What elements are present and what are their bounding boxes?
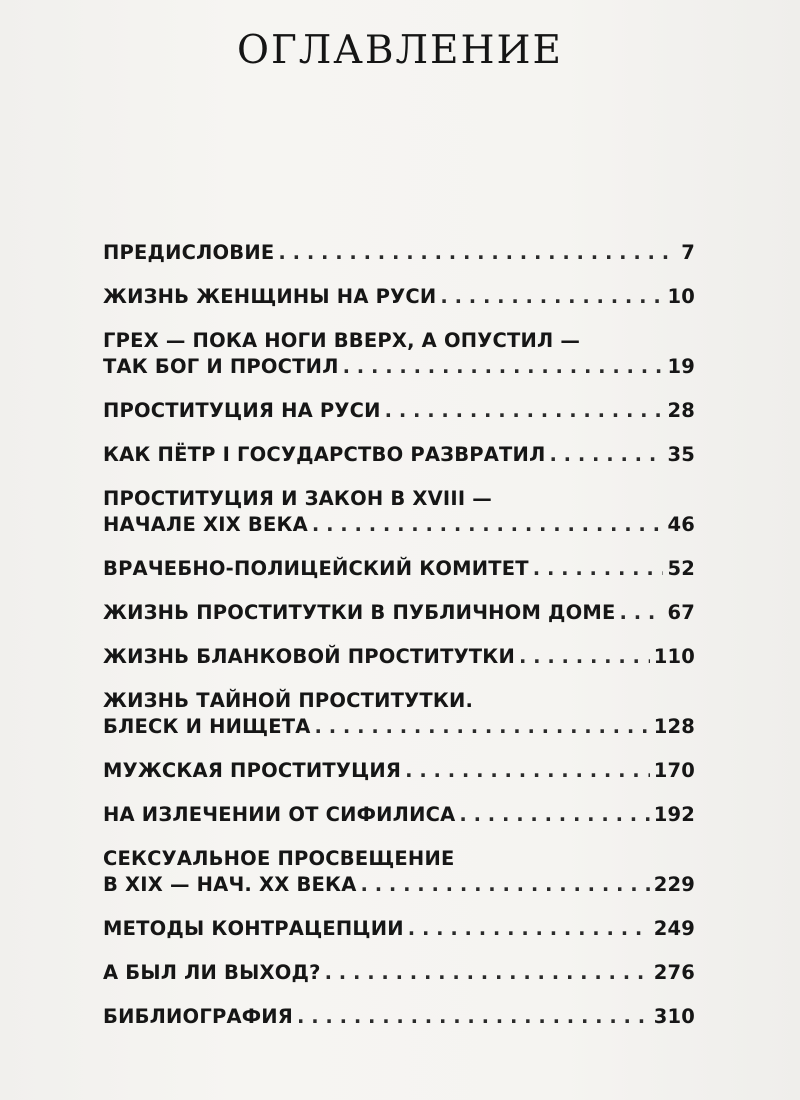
dot-leader [440, 284, 663, 310]
dot-leader [408, 916, 650, 942]
toc-entry-title-line-1: ГРЕХ — ПОКА НОГИ ВВЕРХ, А ОПУСТИЛ — [103, 329, 581, 352]
dot-leader [315, 714, 650, 740]
dot-leader [385, 398, 664, 424]
toc-entry-title-line-2: В XIX — НАЧ. XX ВЕКА [103, 873, 357, 896]
toc-page-number: 192 [653, 803, 695, 826]
toc-entry-line [103, 688, 695, 714]
toc-entry-title: МЕТОДЫ КОНТРАЦЕПЦИИ [103, 917, 404, 940]
toc-entry-line [103, 916, 695, 942]
toc-page-number: 35 [667, 443, 695, 466]
toc-entry-line [103, 960, 695, 986]
toc-entry-line [103, 872, 695, 898]
toc-entry [103, 284, 695, 310]
toc-page-number: 229 [653, 873, 695, 896]
toc-entry [103, 398, 695, 424]
toc-page-number: 170 [653, 759, 695, 782]
toc-entry-title: МУЖСКАЯ ПРОСТИТУЦИЯ [103, 759, 402, 782]
dot-leader [297, 1004, 650, 1030]
toc-entry-line [103, 556, 695, 582]
dot-leader [549, 442, 663, 468]
toc-entry [103, 802, 695, 828]
toc-entry-title: КАК ПЁТР I ГОСУДАРСТВО РАЗВРАТИЛ [103, 443, 546, 466]
toc-page-number: 249 [653, 917, 695, 940]
toc-entry-title-line-1: ПРОСТИТУЦИЯ И ЗАКОН В XVIII — [103, 487, 492, 510]
toc-entry-line [103, 714, 695, 740]
toc-page-number: 46 [667, 513, 695, 536]
toc-entry-title: ЖИЗНЬ ЖЕНЩИНЫ НА РУСИ [103, 285, 437, 308]
toc-page-number: 67 [667, 601, 695, 624]
toc-entry-title: НА ИЗЛЕЧЕНИИ ОТ СИФИЛИСА [103, 803, 456, 826]
toc-entry-line [103, 1004, 695, 1030]
toc-entry-title: ЖИЗНЬ БЛАНКОВОЙ ПРОСТИТУТКИ [103, 645, 515, 668]
toc-entry-title-line-1: ЖИЗНЬ ТАЙНОЙ ПРОСТИТУТКИ. [103, 689, 474, 712]
toc-page-number: 276 [653, 961, 695, 984]
dot-leader [278, 240, 677, 266]
toc-entry-title: ПРОСТИТУЦИЯ НА РУСИ [103, 399, 381, 422]
toc-page-number: 52 [667, 557, 695, 580]
toc-entry [103, 846, 695, 898]
toc-page-number: 310 [653, 1005, 695, 1028]
dot-leader [459, 802, 649, 828]
dot-leader [312, 512, 664, 538]
toc-page-number: 28 [667, 399, 695, 422]
toc-entry [103, 644, 695, 670]
dot-leader [519, 644, 650, 670]
dot-leader [343, 354, 664, 380]
toc-entry-title: А БЫЛ ЛИ ВЫХОД? [103, 961, 321, 984]
toc-entry-line [103, 758, 695, 784]
toc-entry-line [103, 398, 695, 424]
dot-leader [361, 872, 650, 898]
toc-entry [103, 328, 695, 380]
toc-entry [103, 442, 695, 468]
toc-entry-line [103, 846, 695, 872]
toc-entry-line [103, 644, 695, 670]
toc-entry-line [103, 284, 695, 310]
toc-entry [103, 240, 695, 266]
dot-leader [620, 600, 664, 626]
toc-entry-line [103, 802, 695, 828]
toc-entry-title-line-2: БЛЕСК И НИЩЕТА [103, 715, 311, 738]
toc-entry-title-line-1: СЕКСУАЛЬНОЕ ПРОСВЕЩЕНИЕ [103, 847, 455, 870]
toc-entry-title: БИБЛИОГРАФИЯ [103, 1005, 294, 1028]
toc-entry-line [103, 512, 695, 538]
toc-entry [103, 486, 695, 538]
toc-entry [103, 556, 695, 582]
toc-entry-title: ВРАЧЕБНО-ПОЛИЦЕЙСКИЙ КОМИТЕТ [103, 557, 529, 580]
toc-entry-title: ПРЕДИСЛОВИЕ [103, 241, 275, 264]
toc-entry [103, 758, 695, 784]
toc-entry [103, 688, 695, 740]
toc-entry-line [103, 328, 695, 354]
toc-entry [103, 600, 695, 626]
table-of-contents [103, 240, 695, 1030]
page-title: ОГЛАВЛЕНИЕ [236, 28, 564, 73]
toc-entry [103, 960, 695, 986]
toc-entry-title: ЖИЗНЬ ПРОСТИТУТКИ В ПУБЛИЧНОМ ДОМЕ [103, 601, 616, 624]
toc-entry-title-line-2: НАЧАЛЕ XIX ВЕКА [103, 513, 308, 536]
toc-entry-line [103, 486, 695, 512]
dot-leader [325, 960, 650, 986]
toc-entry [103, 916, 695, 942]
dot-leader [533, 556, 664, 582]
toc-entry-title-line-2: ТАК БОГ И ПРОСТИЛ [103, 355, 339, 378]
toc-entry [103, 1004, 695, 1030]
toc-page-number: 110 [653, 645, 695, 668]
toc-page-number: 128 [653, 715, 695, 738]
toc-page-number: 10 [667, 285, 695, 308]
toc-entry-line [103, 240, 695, 266]
toc-page-number: 19 [667, 355, 695, 378]
toc-entry-line [103, 600, 695, 626]
dot-leader [405, 758, 650, 784]
toc-entry-line [103, 354, 695, 380]
toc-page-number: 7 [681, 241, 695, 264]
toc-entry-line [103, 442, 695, 468]
